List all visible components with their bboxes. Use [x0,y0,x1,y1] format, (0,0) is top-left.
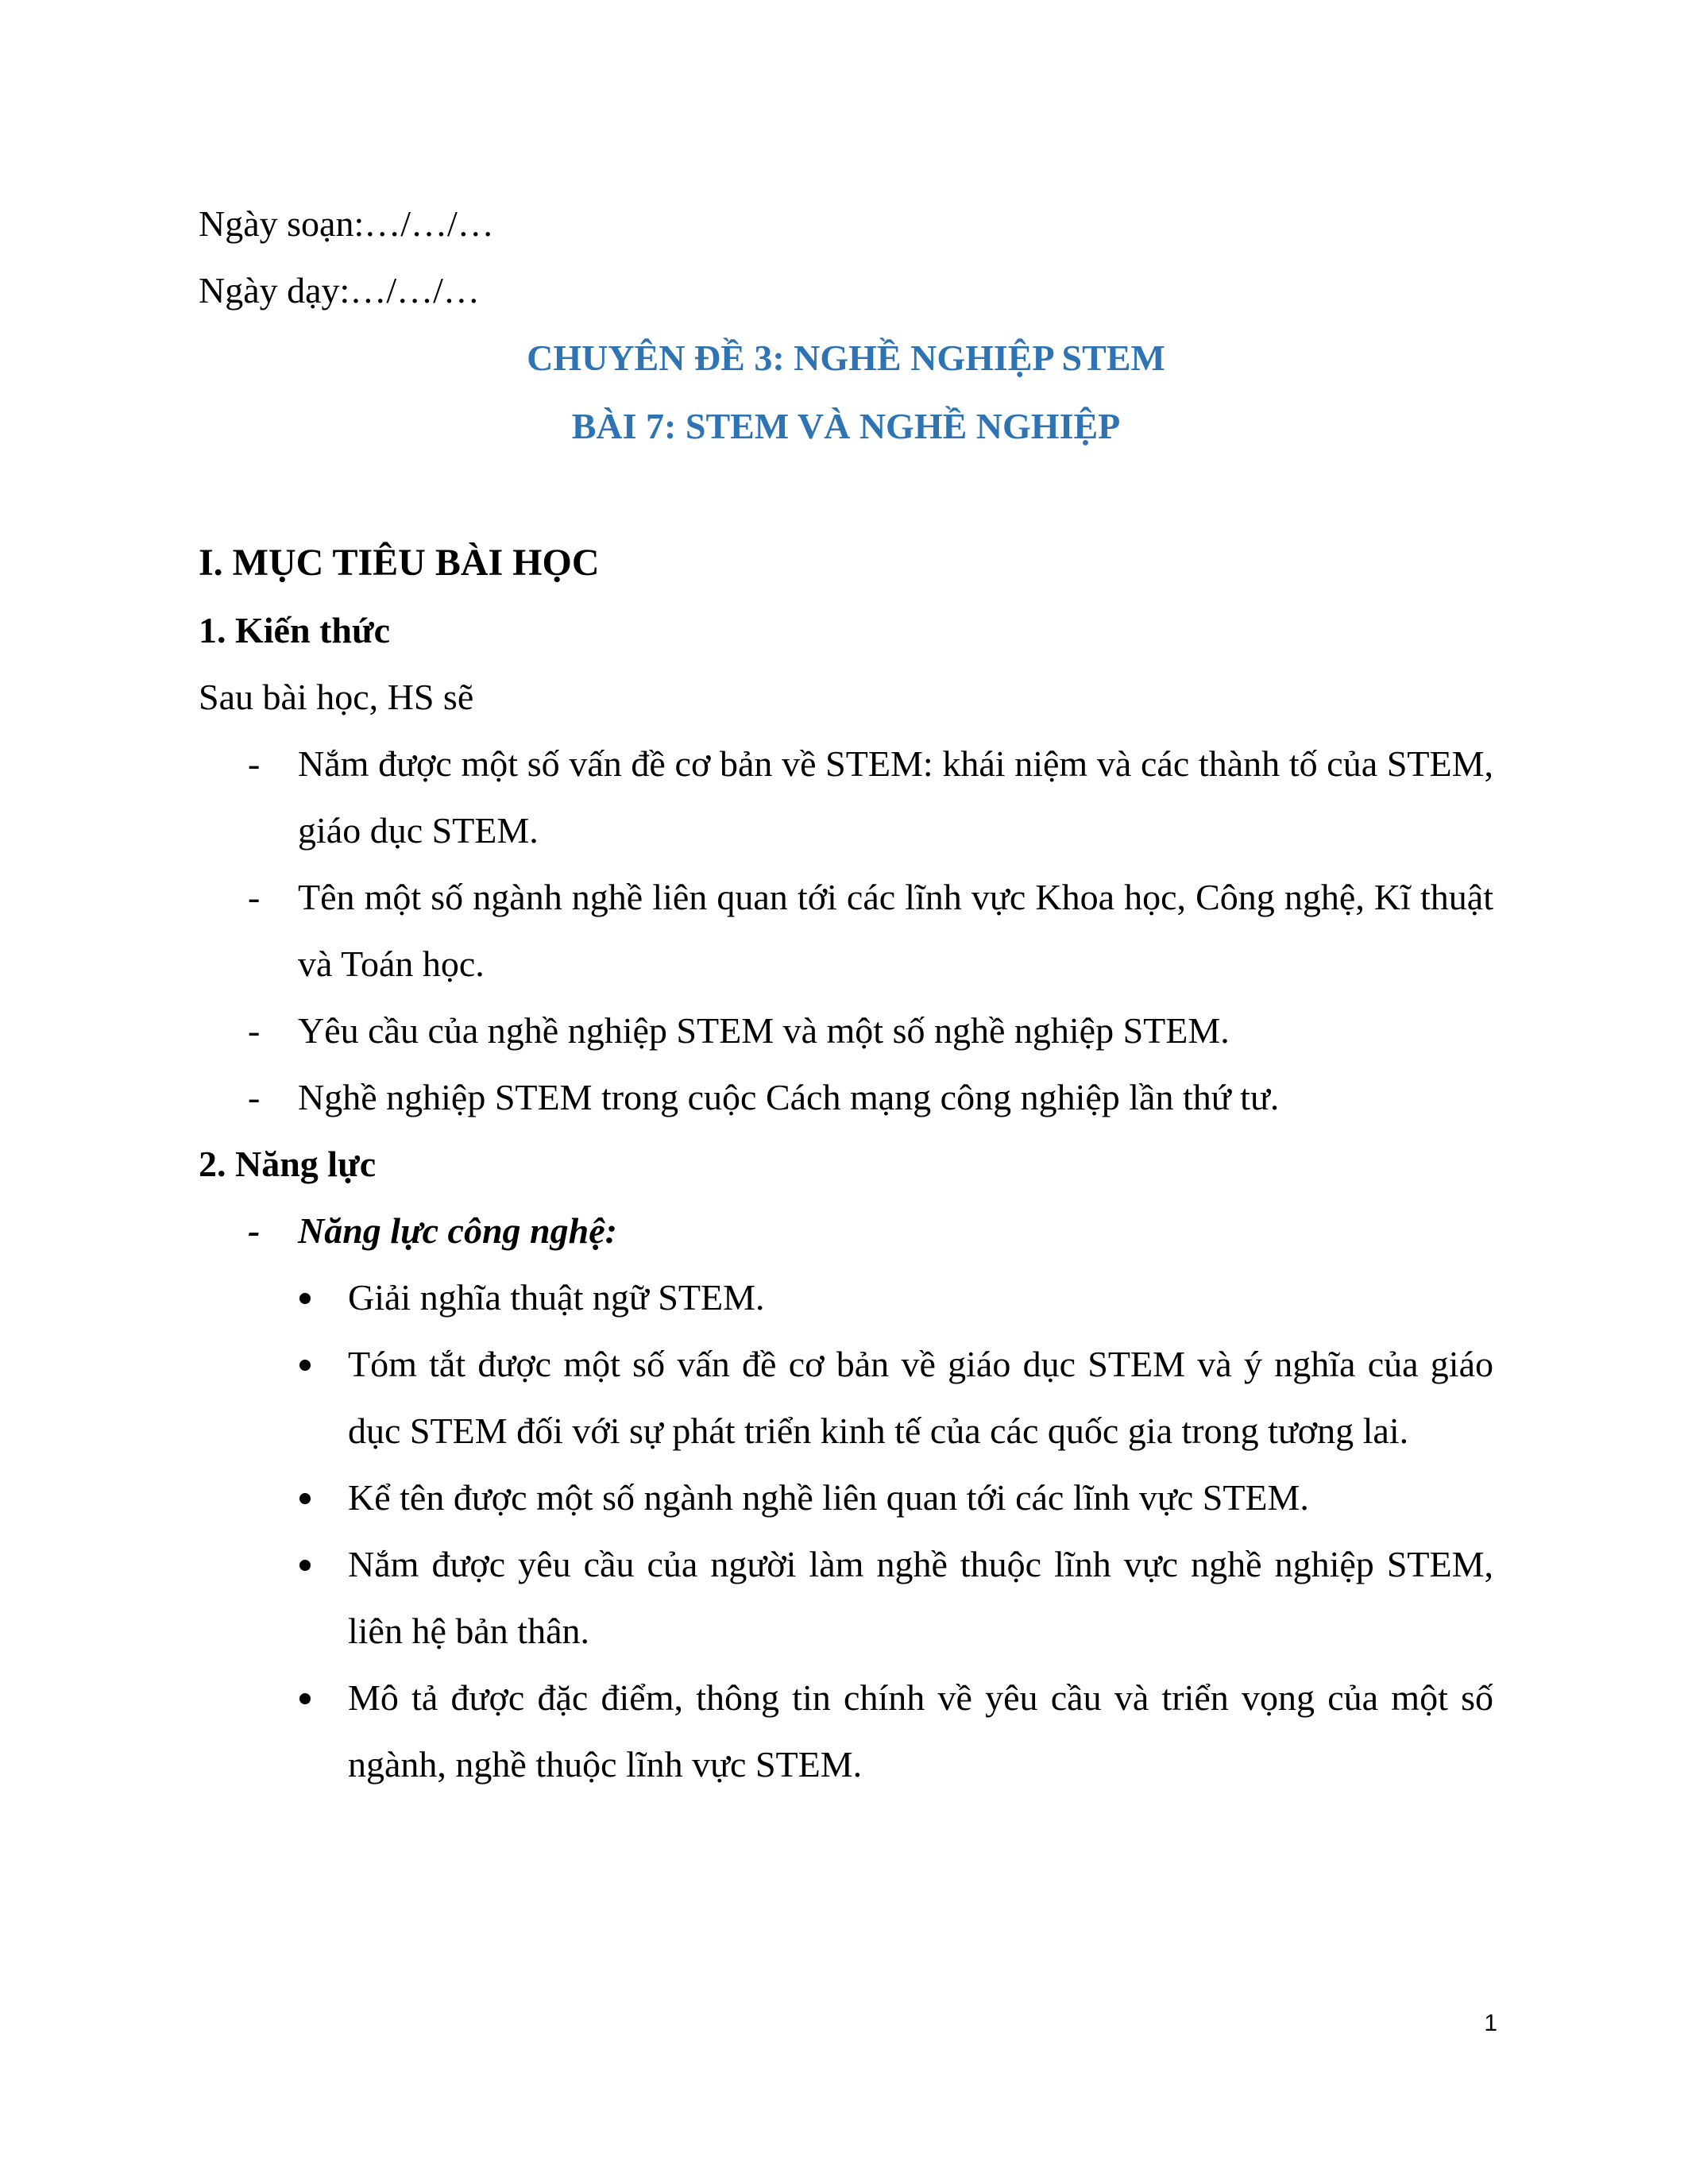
knowledge-list-item [199,731,1493,864]
bullet-dot-icon [298,1264,322,1331]
dash-marker: - [248,1077,261,1117]
section-heading-objectives: I. MỤC TIÊU BÀI HỌC [199,542,600,584]
dash-marker: - [248,1210,261,1251]
competence-item-text: Giải nghĩa thuật ngữ STEM. [348,1277,765,1318]
topic-title: CHUYÊN ĐỀ 3: NGHỀ NGHIỆP STEM [527,338,1165,378]
knowledge-item-text: Nghề nghiệp STEM trong cuộc Cách mạng công nghiệp lần thứ tư. [298,1077,1280,1117]
knowledge-item-text: Nắm được một số vấn đề cơ bản về STEM: khái niệm và các thành tố của STEM, giáo dục STEM. [298,743,1493,851]
bullet-dot-icon [298,1665,322,1731]
subsection-heading-competence: 2. Năng lực [199,1144,377,1184]
knowledge-list-item [199,864,1493,997]
subsection-heading-knowledge: 1. Kiến thức [199,610,390,650]
knowledge-item-text: Tên một số ngành nghề liên quan tới các lĩnh vực Khoa học, Công nghệ, Kĩ thuật và Toán học. [298,877,1493,984]
bullet-dot-icon [298,1464,322,1531]
competence-list-item [199,1331,1493,1464]
competence-subheading [199,1198,1493,1264]
lesson-title: BÀI 7: STEM VÀ NGHỀ NGHIỆP [571,406,1121,446]
competence-subheading-text: Năng lực công nghệ: [298,1210,617,1251]
competence-list-item [199,1531,1493,1665]
competence-list-item [199,1464,1493,1531]
knowledge-intro: Sau bài học, HS sẽ [199,677,474,717]
competence-item-text: Mô tả được đặc điểm, thông tin chính về yêu cầu và triển vọng của một số ngành, nghề thuộc lĩnh vực STEM. [348,1677,1493,1785]
dash-marker: - [248,1010,261,1051]
prep-date: Ngày soạn:…/…/… [199,203,494,244]
competence-item-text: Tóm tắt được một số vấn đề cơ bản về giáo dục STEM và ý nghĩa của giáo dục STEM đối với sự phát triển kinh tế của các quốc gia trong tương lai. [348,1344,1493,1451]
page-number: 1 [1484,2010,1497,2036]
bullet-dot-icon [298,1331,322,1398]
competence-item-text: Nắm được yêu cầu của người làm nghề thuộc lĩnh vực nghề nghiệp STEM, liên hệ bản thân. [348,1544,1493,1651]
competence-item-text: Kể tên được một số ngành nghề liên quan tới các lĩnh vực STEM. [348,1477,1309,1518]
dash-marker: - [248,743,261,784]
dash-marker: - [248,877,261,917]
knowledge-list-item [199,997,1493,1064]
spacer [199,461,1493,529]
knowledge-list-item [199,1064,1493,1131]
page-content [199,191,1493,1798]
competence-list-item [199,1665,1493,1798]
knowledge-item-text: Yêu cầu của nghề nghiệp STEM và một số nghề nghiệp STEM. [298,1010,1230,1051]
bullet-dot-icon [298,1531,322,1598]
teach-date: Ngày dạy:…/…/… [199,270,480,311]
competence-list-item [199,1264,1493,1331]
